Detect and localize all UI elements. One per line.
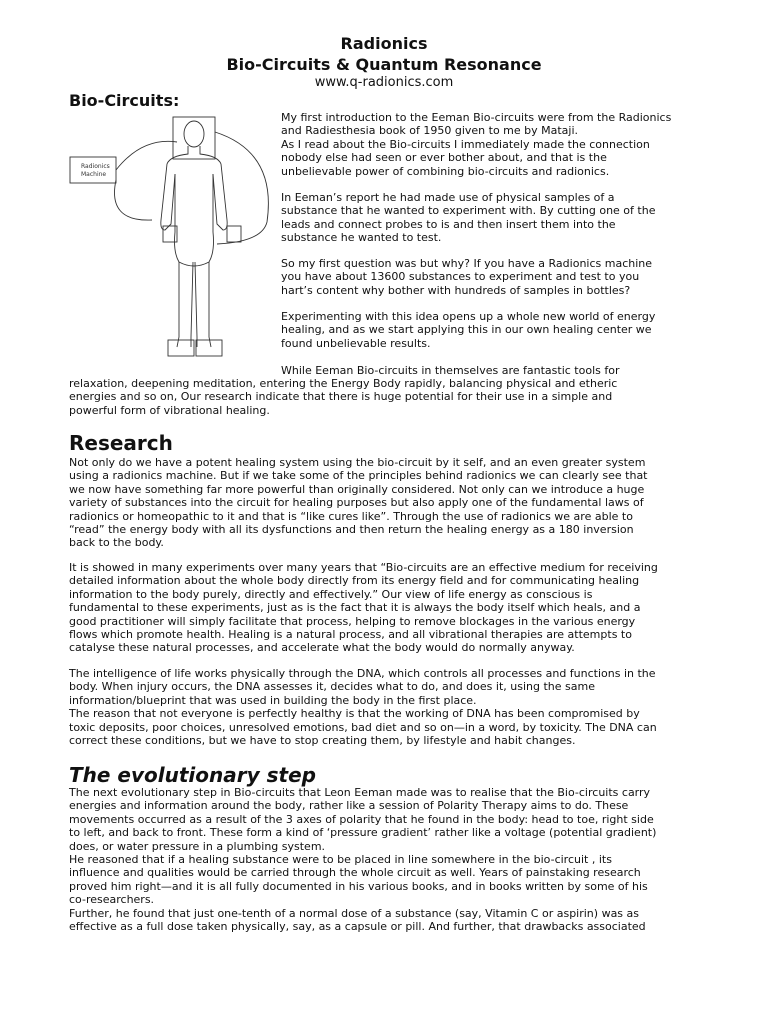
text-line: leads and connect probes to is and then insert them into the (281, 217, 616, 231)
text-line: As I read about the Bio-circuits I immediately made the connection (281, 137, 650, 151)
diagram-label-machine: Machine (81, 171, 107, 178)
text-line: radionics or homeopathic to it and that is “like cures like”. Through the use of radionics we are able to (69, 509, 633, 523)
text-line: catalyse these natural processes, and accelerate what the body would do normally anyway. (69, 641, 575, 655)
bio-circuits-heading: Bio-Circuits: (69, 91, 180, 110)
circuit-wire-right (215, 132, 268, 244)
text-line: He reasoned that if a healing substance were to be placed in line somewhere in the bio-circuit , its (69, 853, 612, 867)
text-line: you have about 13600 substances to experiment and test to you (281, 270, 640, 284)
website-url: www.q-radionics.com (314, 75, 454, 90)
circuit-wire-head (116, 141, 177, 170)
right-hand-pad (227, 226, 241, 242)
text-line: Experimenting with this idea opens up a whole new world of energy (281, 310, 656, 323)
text-line: So my first question was but why? If you have a Radionics machine (281, 257, 653, 270)
diagram-label-radionics: Radionics (81, 163, 110, 170)
text-line: substance that he wanted to experiment with. By cutting one of the (281, 204, 656, 218)
intro-paragraph-3 (281, 257, 652, 297)
right-foot-pad (196, 340, 222, 356)
text-line: influence and qualities would be carried through the whole circuit as well. Years of painstaking research (69, 866, 641, 880)
text-line: and Radiesthesia book of 1950 given to me by Mataji. (281, 124, 579, 138)
evolution-paragraph (69, 786, 656, 933)
left-foot-pad (168, 340, 194, 356)
text-line: proved him right—and it is all fully documented in his various books, and in books written by some of his (69, 879, 648, 893)
text-line: “read” the energy body with all its dysfunctions and then return the healing energy as a 180 inversion (69, 523, 634, 537)
evolutionary-step-heading: The evolutionary step (69, 763, 316, 787)
text-line: back to the body. (69, 536, 164, 550)
text-line: toxic deposits, poor choices, unresolved emotions, bad diet and so on—in a word, by toxicity. The DNA can (69, 720, 657, 734)
intro-paragraph-2 (281, 191, 655, 245)
text-line: using a radionics machine. But if we take some of the principles behind radionics we can clearly see that (69, 469, 648, 483)
text-line: energies and so on, Our research indicate that there is huge potential for their use in a simple and (69, 390, 613, 404)
text-line: effective as a full dose taken physically, say, as a capsule or pill. And further, that drawbacks associated (69, 920, 646, 934)
text-line: While Eeman Bio-circuits in themselves are fantastic tools for (281, 364, 620, 377)
text-line: In Eeman’s report he had made use of physical samples of a (281, 191, 615, 204)
intro-paragraph-5-continued (69, 377, 617, 417)
intro-paragraph-1 (281, 111, 671, 178)
text-line: substance he wanted to test. (281, 231, 442, 245)
text-line: variety of substances into the circuit for healing purposes but also apply one of the fundamental laws of (69, 496, 644, 510)
intro-paragraph-4 (281, 310, 655, 350)
document-subtitle: Bio-Circuits & Quantum Resonance (226, 55, 542, 74)
text-line: energies and information around the body, rather like a session of Polarity Therapy aims to do. These (69, 799, 629, 813)
text-line: Further, he found that just one-tenth of a normal dose of a substance (say, Vitamin C or aspirin) was as (69, 906, 640, 920)
text-line: It is showed in many experiments over many years that “Bio-circuits are an effective medium for receiving (69, 561, 658, 574)
text-line: does, or water pressure in a plumbing system. (69, 839, 326, 853)
text-line: nobody else had seen or ever bother about, and that is the (281, 151, 607, 165)
text-line: information to the body purely, directly and effectively.” Our view of life energy as conscious is (69, 587, 593, 601)
text-line: The intelligence of life works physically through the DNA, which controls all processes and functions in the (69, 667, 656, 680)
text-line: we now have something far more powerful than originally considered. Not only can we introduce a huge (69, 482, 645, 496)
research-paragraph-1 (69, 456, 648, 550)
text-line: information/blueprint that was used in building the body in the first place. (69, 693, 477, 707)
text-line: co-researchers. (69, 893, 155, 907)
text-line: hart’s content why bother with hundreds of samples in bottles? (281, 283, 631, 297)
text-line: relaxation, deepening meditation, entering the Energy Body rapidly, balancing physical and etheric (69, 377, 618, 390)
text-line: correct these conditions, but we have to stop creating them, by lifestyle and habit changes. (69, 734, 576, 748)
text-line: fundamental to these experiments, just as is the fact that it is always the body itself which heals, and a (69, 601, 641, 615)
research-heading: Research (69, 431, 173, 455)
text-line: The reason that not everyone is perfectly healthy is that the working of DNA has been compromised by (69, 707, 640, 721)
text-line: movements occurred as a result of the 3 axes of polarity that he found in the body: head to toe, right side (69, 812, 654, 826)
radionics-machine-box (70, 157, 116, 183)
text-line: flows which promote health. Healing is a natural process, and all vibrational therapies are attempts to (69, 628, 632, 642)
research-paragraph-2 (69, 561, 658, 655)
text-line: powerful form of vibrational healing. (69, 403, 270, 417)
text-line: found unbelievable results. (281, 336, 431, 350)
circuit-wire-loop (115, 180, 153, 220)
bio-circuit-diagram (67, 112, 277, 367)
text-line: to left, and back to front. These form a kind of ‘pressure gradient’ rather like a voltage (potential gradient) (69, 826, 657, 840)
intro-paragraph-5-start (281, 364, 619, 377)
text-line: body. When injury occurs, the DNA assesses it, decides what to do, and does it, using the same (69, 680, 595, 694)
text-line: good practitioner will simply facilitate that process, helping to remove blockages in the various energy (69, 614, 636, 628)
text-line: detailed information about the whole body directly from its energy field and for communicating healing (69, 574, 640, 588)
text-line: The next evolutionary step in Bio-circuits that Leon Eeman made was to realise that the Bio-circuits carry (69, 786, 651, 799)
head-pad (173, 117, 215, 159)
document-title: Radionics (340, 34, 428, 53)
text-line: healing, and as we start applying this in our own healing center we (281, 323, 652, 337)
text-line: Not only do we have a potent healing system using the bio-circuit by it self, and an even greater system (69, 456, 646, 469)
text-line: unbelievable power of combining bio-circuits and radionics. (281, 164, 610, 178)
text-line: My first introduction to the Eeman Bio-circuits were from the Radionics (281, 111, 672, 124)
research-paragraph-3 (69, 667, 657, 747)
